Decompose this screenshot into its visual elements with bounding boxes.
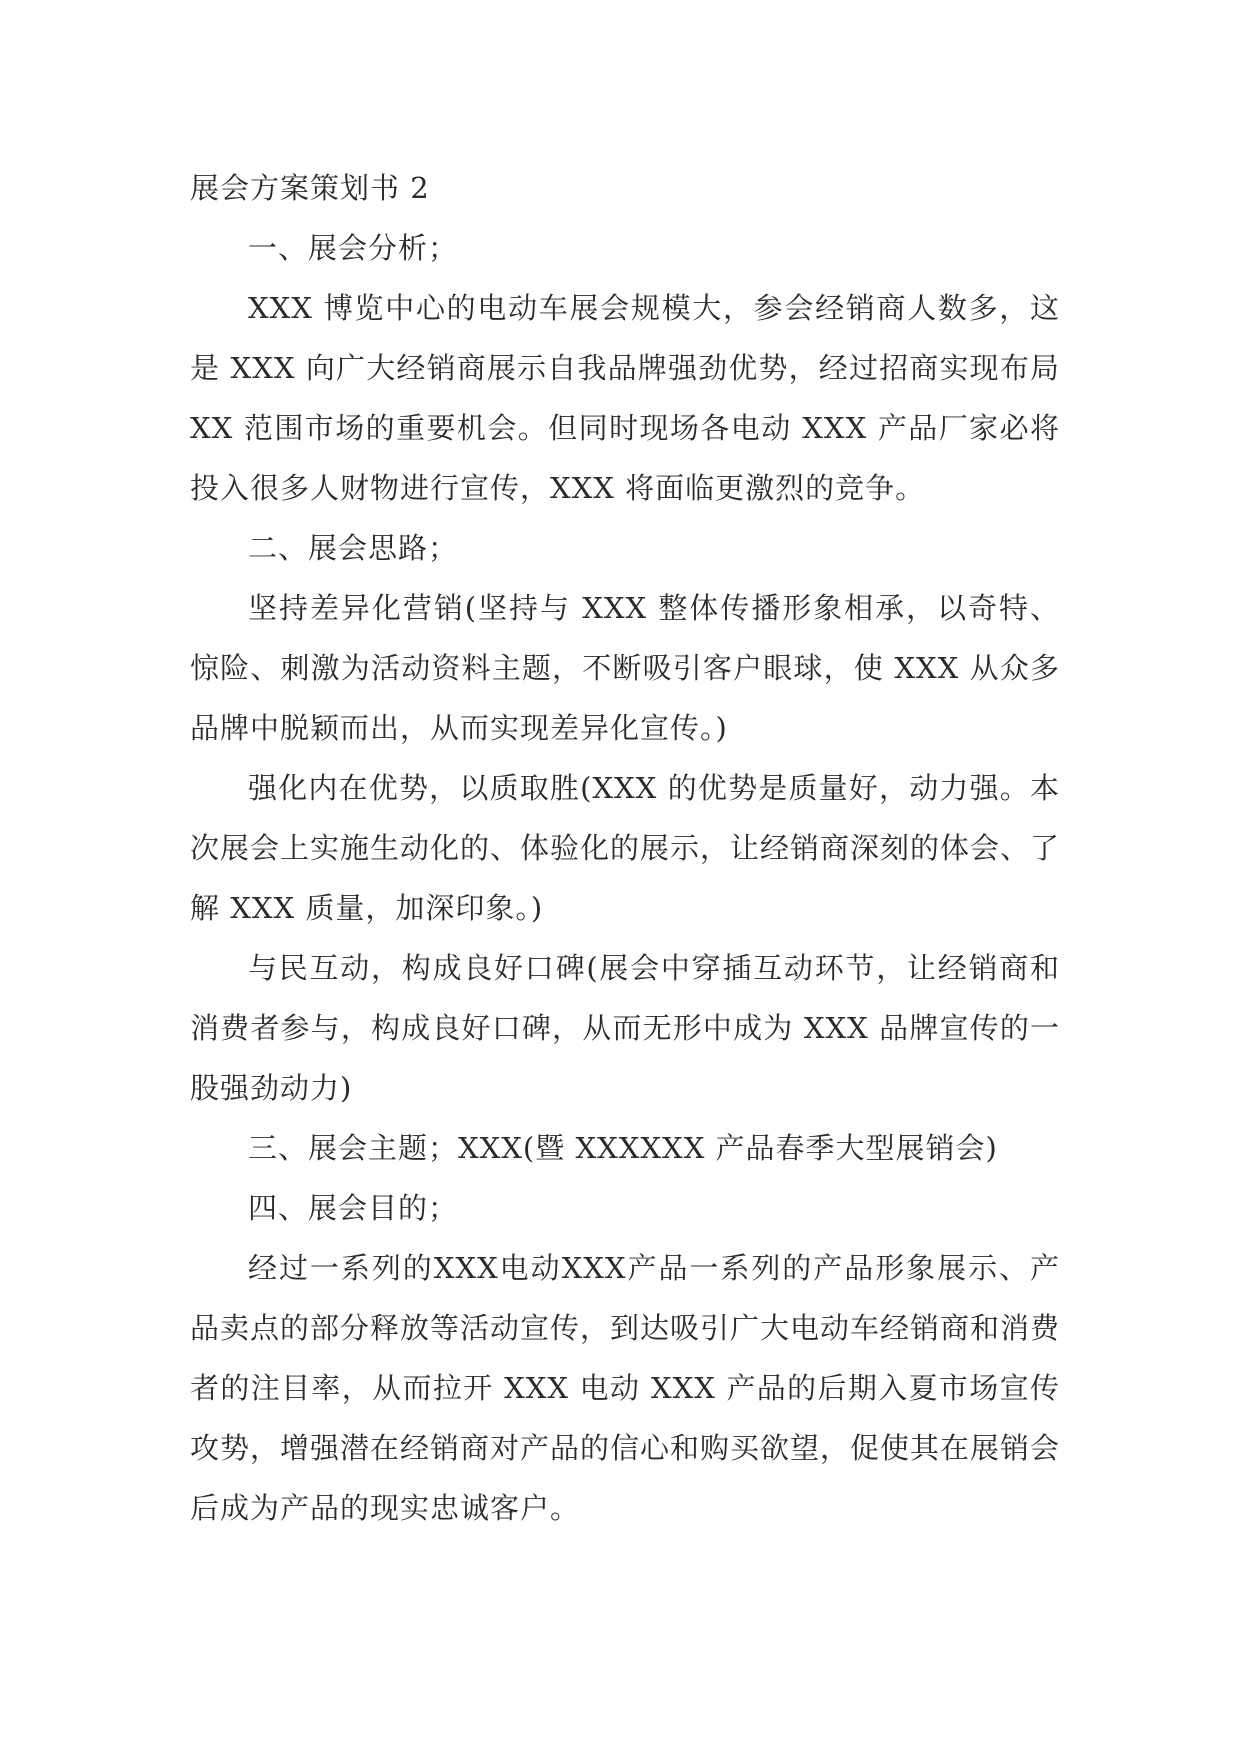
- section-heading-purpose: 四、展会目的；: [248, 1191, 459, 1225]
- section-heading-analysis: 一、展会分析；: [248, 231, 459, 265]
- section-heading-theme: 三、展会主题；XXX(暨 XXXXXX 产品春季大型展销会): [248, 1131, 998, 1165]
- paragraph-quality: 强化内在优势，以质取胜(XXX 的优势是质量好，动力强。本次展会上实施生动化的、体验化的展示，让经销商深刻的体会、了解 XXX 质量，加深印象。): [190, 771, 1061, 925]
- paragraph-analysis: XXX 博览中心的电动车展会规模大，参会经销商人数多，这是 XXX 向广大经销商展示自我品牌强劲优势，经过招商实现布局 XX 范围市场的重要机会。但同时现场各电动 XXX 产品厂家必将投入很多人财物进行宣传，XXX 将面临更激烈的竞争。: [190, 291, 1060, 505]
- paragraph-interaction: 与民互动，构成良好口碑(展会中穿插互动环节，让经销商和消费者参与，构成良好口碑，从而无形中成为 XXX 品牌宣传的一股强劲动力): [190, 951, 1060, 1105]
- document-body: [190, 158, 1060, 1538]
- section-heading-approach: 二、展会思路；: [248, 531, 459, 565]
- paragraph-differentiation: 坚持差异化营销(坚持与 XXX 整体传播形象相承，以奇特、惊险、刺激为活动资料主题，不断吸引客户眼球，使 XXX 从众多品牌中脱颖而出，从而实现差异化宣传。): [190, 591, 1060, 745]
- document-title: 展会方案策划书 2: [190, 171, 430, 205]
- paragraph-purpose: 经过一系列的XXX电动XXX产品一系列的产品形象展示、产品卖点的部分释放等活动宣传，到达吸引广大电动车经销商和消费者的注目率，从而拉开 XXX 电动 XXX 产品的后期入夏市场宣传攻势，增强潜在经销商对产品的信心和购买欲望，促使其在展销会后成为产品的现实忠诚客户。: [190, 1251, 1061, 1525]
